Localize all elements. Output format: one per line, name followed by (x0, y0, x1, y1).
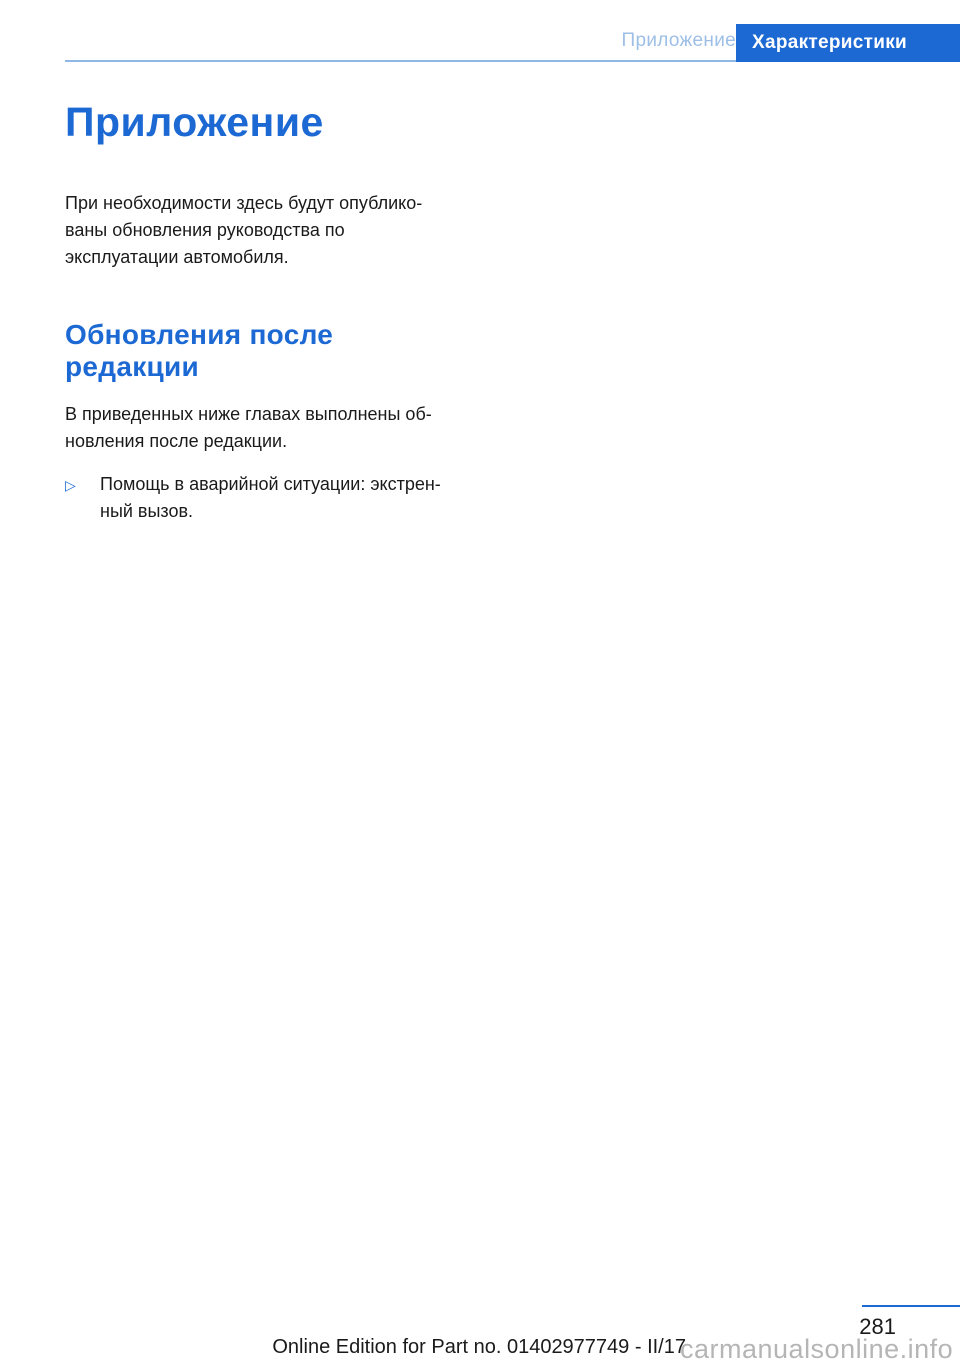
footer-divider (862, 1305, 960, 1307)
section-title-line-2: редакции (65, 351, 200, 382)
list-item-line-2: ный вызов. (100, 501, 194, 521)
header-chapter-tab: Характеристики (736, 24, 960, 62)
list-item (65, 471, 465, 525)
intro-paragraph (65, 190, 465, 271)
watermark: carmanualsonline.info (680, 1334, 954, 1364)
section-paragraph (65, 401, 465, 455)
section-paragraph-line-1: В приведенных ниже главах выполнены об- (65, 404, 432, 424)
intro-line-3: эксплуатации автомобиля. (65, 247, 289, 267)
page-number: 281 (859, 1314, 896, 1339)
page-header (0, 24, 960, 62)
triangle-bullet-icon: ▷ (65, 477, 76, 493)
main-content (65, 96, 465, 525)
bullet-list (65, 471, 465, 525)
intro-line-1: При необходимости здесь будут опублико- (65, 193, 423, 213)
intro-line-2: ваны обновления руководства по (65, 220, 345, 240)
footer-edition-text: Online Edition for Part no. 01402977749 - II/17 (272, 1336, 686, 1358)
section-title (65, 319, 465, 383)
section-paragraph-line-2: новления после редакции. (65, 431, 288, 451)
list-item-line-1: Помощь в аварийной ситуации: экстрен- (100, 474, 441, 494)
section-title-line-1: Обновления после (65, 319, 334, 350)
page-title: Приложение (65, 99, 324, 145)
header-section-label: Приложение (621, 30, 736, 51)
